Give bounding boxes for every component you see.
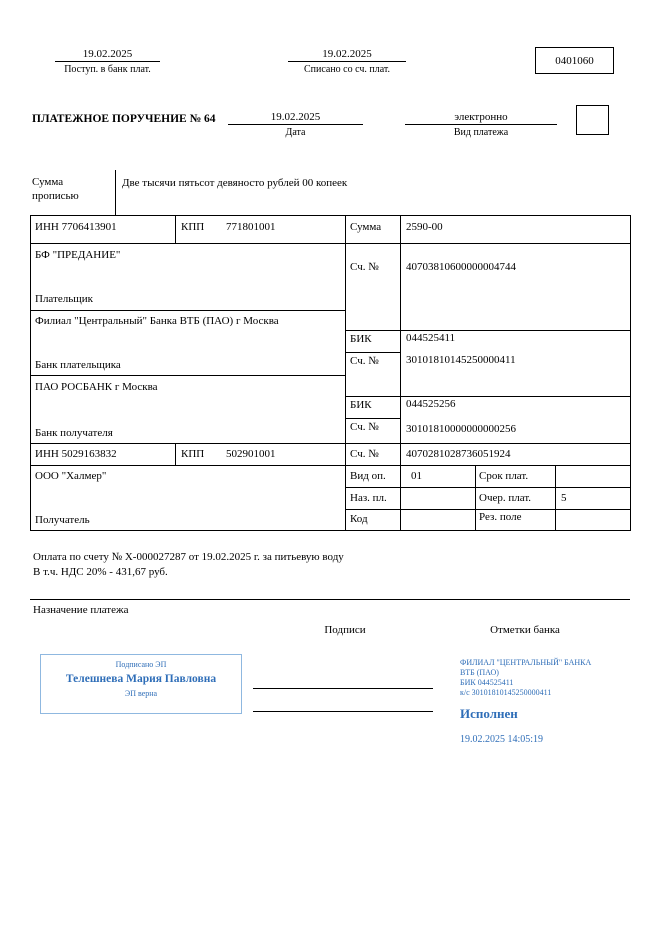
vid-op-value: 01 — [411, 470, 422, 482]
payee-bank-bik: 044525256 — [406, 398, 456, 410]
document-date: 19.02.2025 — [228, 111, 363, 125]
payer-bank-name: Филиал "Центральный" Банка ВТБ (ПАО) г Москва — [35, 315, 279, 327]
grid-line — [30, 465, 630, 466]
payer-account: 40703810600000004744 — [406, 261, 516, 273]
ep-signer-name: Телешнева Мария Павловна — [65, 673, 217, 685]
grid-line — [30, 243, 630, 244]
form-code-box — [535, 47, 614, 74]
grid-line — [30, 215, 631, 216]
payer-account-label: Сч. № — [350, 261, 379, 273]
ep-valid-label: ЭП верна — [124, 689, 158, 698]
grid-line — [345, 330, 630, 331]
received-date-label: Поступ. в банк плат. — [64, 64, 151, 75]
bank-execution-stamp — [460, 658, 635, 746]
payee-account-label: Сч. № — [350, 448, 379, 460]
payer-bank-bik: 044525411 — [406, 332, 456, 344]
payer-label: Плательщик — [35, 293, 93, 305]
payer-inn: ИНН 7706413901 — [35, 221, 117, 233]
grid-line — [630, 215, 631, 531]
electronic-signature-stamp — [40, 654, 242, 714]
grid-line — [30, 310, 345, 311]
payer-bank-account: 30101810145250000411 — [406, 354, 516, 366]
grid-line — [345, 509, 630, 510]
grid-line — [555, 465, 556, 530]
document-date-field — [228, 111, 363, 138]
payee-inn: ИНН 5029163832 — [35, 448, 117, 460]
purpose-label: Назначение платежа — [33, 604, 129, 616]
received-date: 19.02.2025 — [55, 48, 160, 62]
document-date-label: Дата — [285, 127, 306, 138]
signature-line — [253, 688, 433, 689]
debited-date-label: Списано со сч. плат. — [303, 64, 391, 75]
grid-line — [400, 215, 401, 530]
payment-kind-label: Вид платежа — [453, 127, 509, 138]
bank-stamp-line3: БИК 044525411 — [460, 678, 514, 687]
ocher-plat-value: 5 — [561, 492, 567, 504]
debited-date-field — [288, 48, 406, 75]
payee-kpp-label: КПП — [181, 448, 205, 460]
payee-name: ООО "Халмер" — [35, 470, 107, 482]
grid-line — [345, 215, 346, 530]
amount-words-label-line2: прописью — [32, 190, 79, 202]
ocher-plat-label: Очер. плат. — [479, 492, 532, 504]
payee-bank-account-label: Сч. № — [350, 421, 379, 433]
payee-bank-name: ПАО РОСБАНК г Москва — [35, 381, 158, 393]
bank-marks-label: Отметки банка — [490, 624, 560, 636]
payment-kind: электронно — [405, 111, 557, 125]
payee-account: 4070281028736051924 — [406, 448, 511, 460]
payer-bank-label: Банк плательщика — [35, 359, 121, 371]
payment-kind-field — [405, 111, 557, 138]
form-code: 0401060 — [555, 54, 594, 67]
payee-bank-account: 30101810000000000256 — [406, 423, 516, 435]
payer-kpp: 771801001 — [226, 221, 276, 233]
bank-stamp-status: Исполнен — [460, 706, 518, 721]
divider — [30, 599, 630, 600]
purpose-line1: Оплата по счету № Х-000027287 от 19.02.2025 г. за питьевую воду — [33, 551, 344, 563]
payer-bank-account-label: Сч. № — [350, 355, 379, 367]
srok-plat-label: Срок плат. — [479, 470, 529, 482]
amount-words-value: Две тысячи пятьсот девяносто рублей 00 копеек — [122, 177, 348, 189]
document-title: ПЛАТЕЖНОЕ ПОРУЧЕНИЕ № 64 — [32, 113, 216, 125]
debited-date: 19.02.2025 — [288, 48, 406, 62]
naz-pl-label: Наз. пл. — [350, 492, 387, 504]
grid-line — [345, 352, 400, 353]
signature-line — [253, 711, 433, 712]
payer-bank-bik-label: БИК — [350, 333, 372, 345]
grid-line — [30, 375, 345, 376]
bank-stamp-datetime: 19.02.2025 14:05:19 — [460, 734, 544, 745]
grid-line — [345, 418, 400, 419]
grid-line — [30, 443, 630, 444]
kod-label: Код — [350, 513, 368, 525]
grid-line — [345, 487, 630, 488]
grid-line — [30, 530, 631, 531]
payer-kpp-label: КПП — [181, 221, 205, 233]
bank-stamp-line4: к/с 30101810145250000411 — [460, 688, 552, 697]
grid-line — [345, 396, 630, 397]
amount-words-label — [32, 175, 79, 203]
received-date-field — [55, 48, 160, 75]
grid-line — [175, 215, 176, 243]
rez-pole-label: Рез. поле — [479, 511, 522, 523]
payee-bank-bik-label: БИК — [350, 399, 372, 411]
bank-stamp-line2: ВТБ (ПАО) — [460, 668, 499, 677]
payer-name: БФ "ПРЕДАНИЕ" — [35, 249, 121, 261]
amount-value: 2590-00 — [406, 221, 443, 233]
ep-signed-label: Подписано ЭП — [115, 660, 167, 669]
payee-label: Получатель — [35, 514, 90, 526]
payee-bank-label: Банк получателя — [35, 427, 113, 439]
grid-line — [30, 215, 31, 530]
vid-op-label: Вид оп. — [350, 470, 386, 482]
grid-line — [475, 465, 476, 530]
amount-words-label-line1: Сумма — [32, 176, 64, 188]
divider — [115, 170, 116, 215]
grid-line — [175, 443, 176, 465]
purpose-line2: В т.ч. НДС 20% - 431,67 руб. — [33, 566, 168, 578]
amount-label: Сумма — [350, 221, 382, 233]
payee-kpp: 502901001 — [226, 448, 276, 460]
bank-stamp-line1: ФИЛИАЛ "ЦЕНТРАЛЬНЫЙ" БАНКА — [460, 658, 592, 667]
signatures-label: Подписи — [324, 624, 366, 636]
status-code-box — [576, 105, 609, 135]
